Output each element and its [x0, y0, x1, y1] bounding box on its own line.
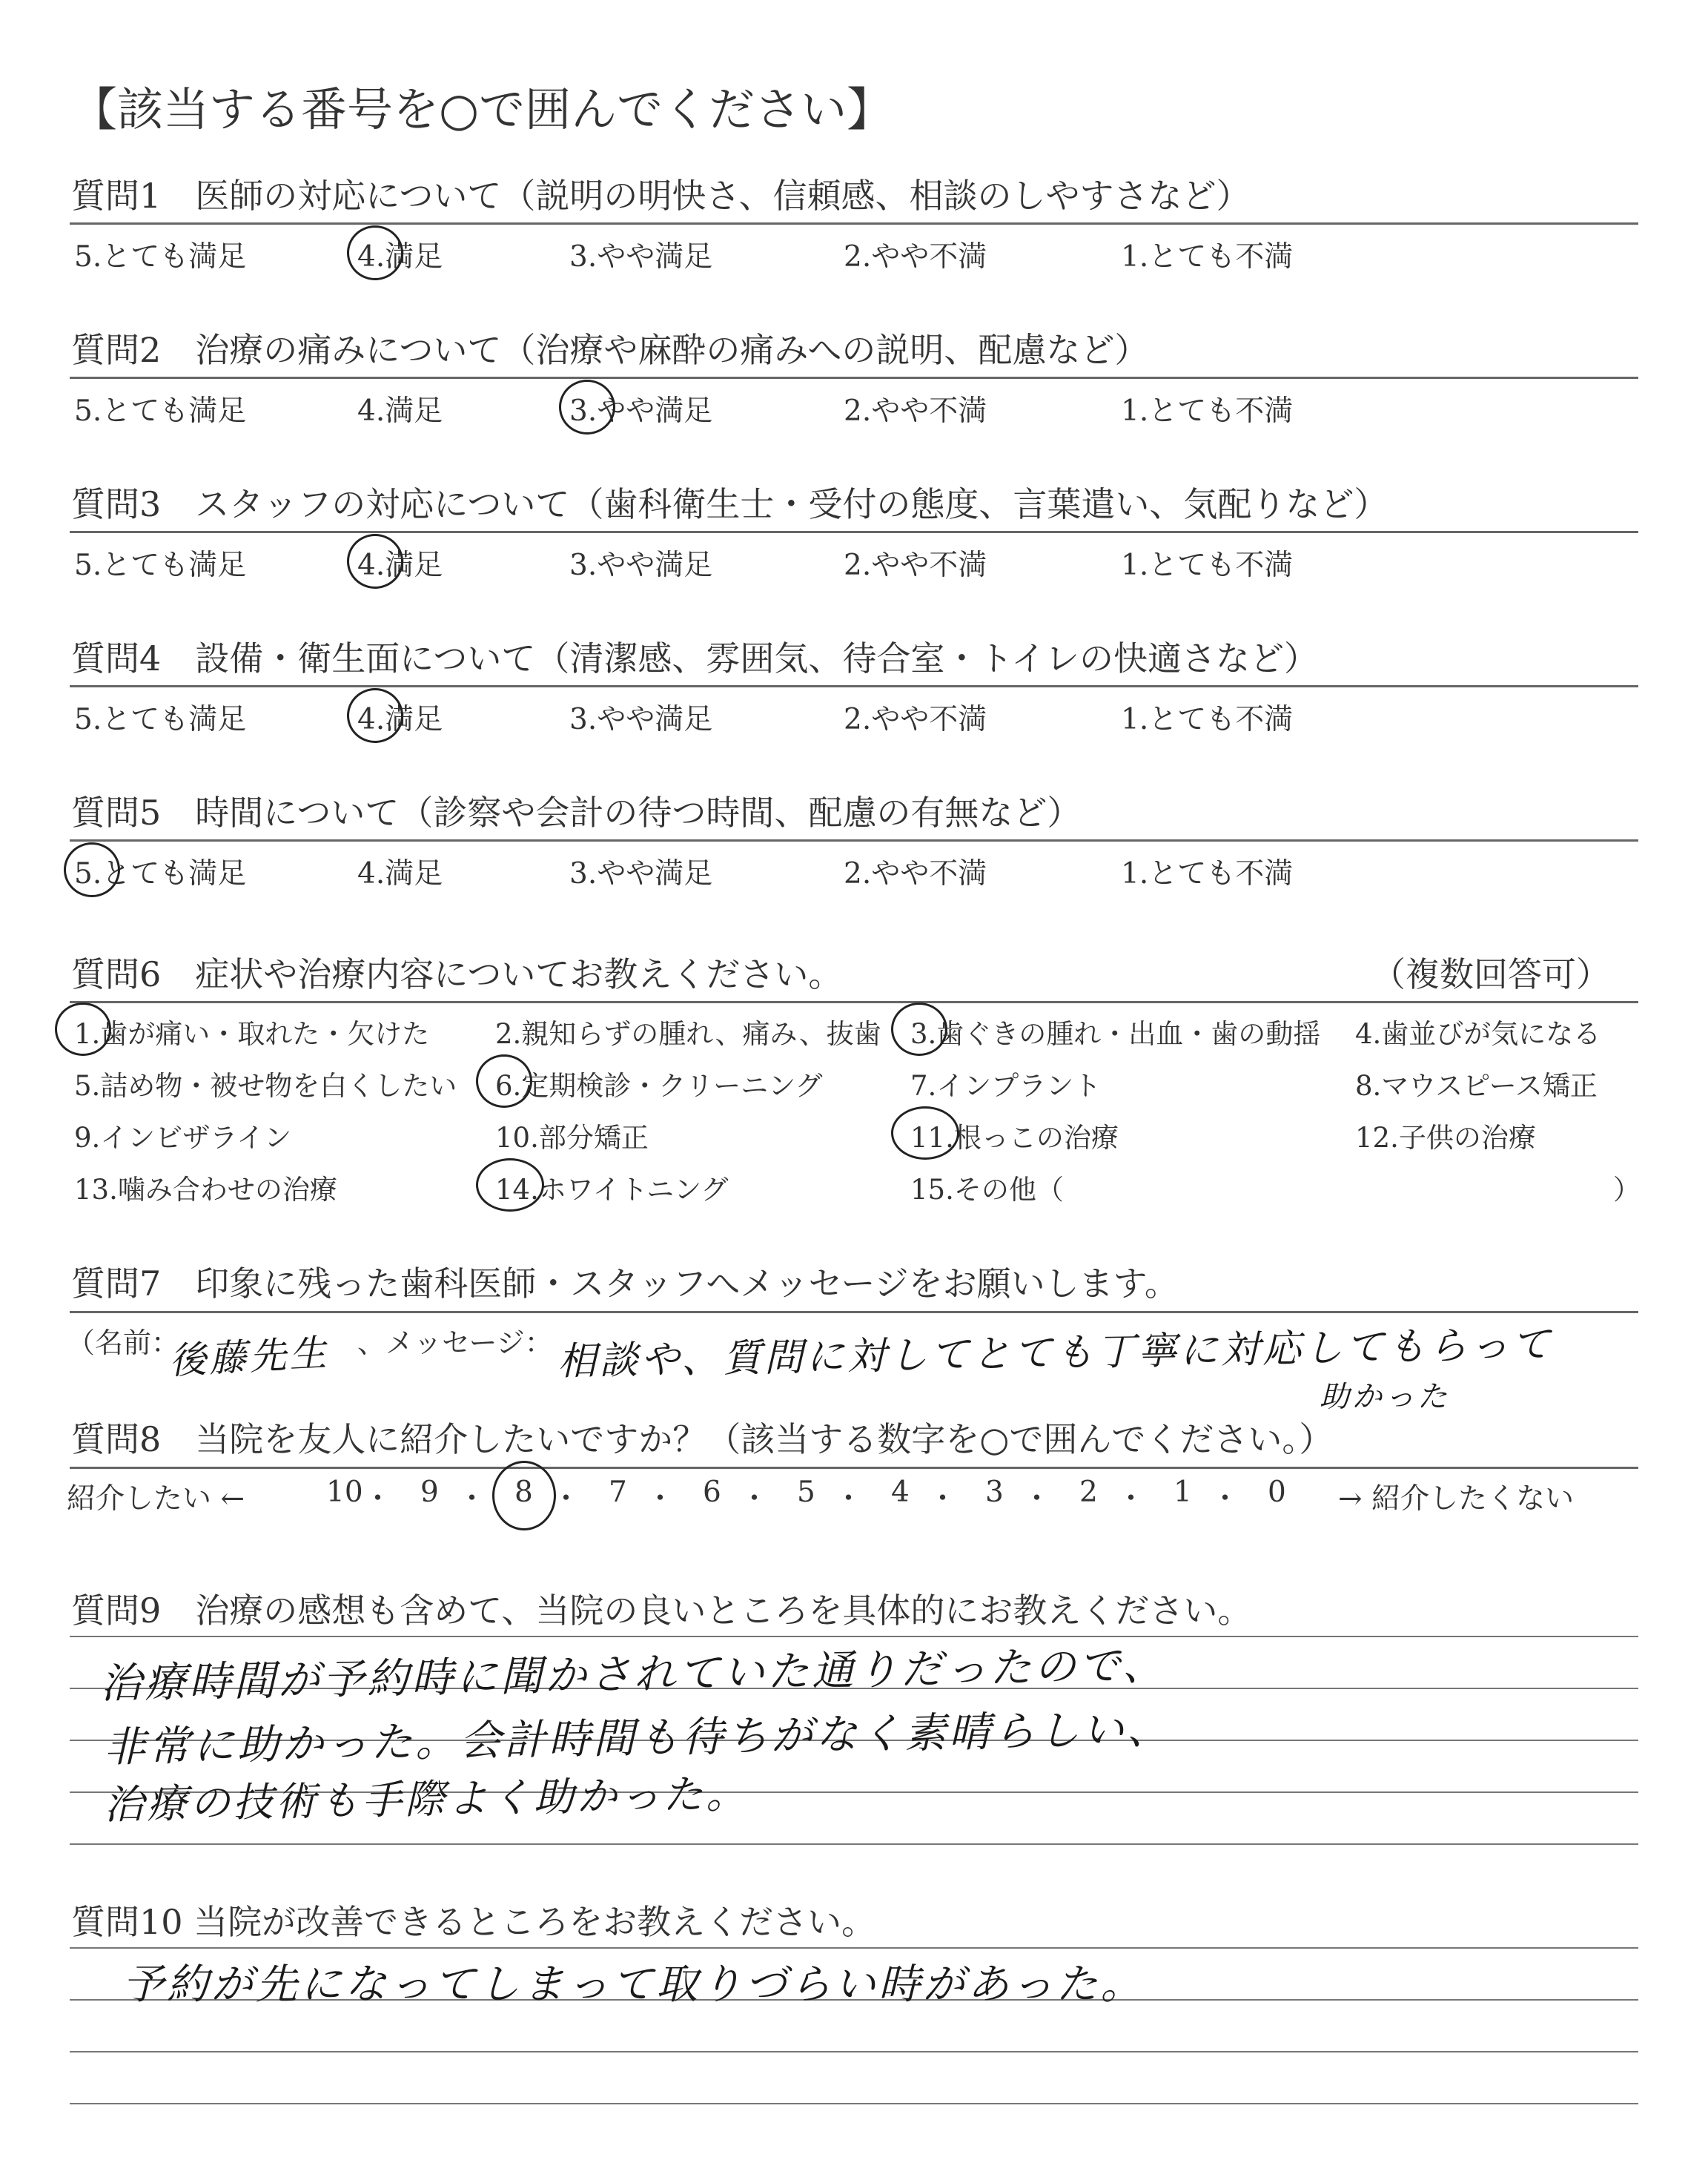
q8-scale-value: 0	[1268, 1476, 1286, 1509]
q8-separator: ・	[552, 1482, 581, 1516]
rating-option-5: 5.とても満足	[74, 703, 247, 736]
q8-scale-value: 6	[703, 1476, 721, 1509]
q6-option: 5.詰め物・被せ物を白くしたい	[74, 1070, 457, 1102]
q8-separator: ・	[457, 1482, 487, 1516]
q6-option: 7.インプラント	[910, 1070, 1102, 1102]
page-title: 【該当する番号を○で囲んでください】	[71, 82, 893, 136]
q8-separator: ・	[1022, 1482, 1052, 1516]
q10-line	[70, 2051, 1638, 2052]
selected-circle	[347, 225, 403, 280]
q8-scale-value: 1	[1174, 1476, 1192, 1509]
rating-option-3: 3.やや満足	[569, 549, 713, 582]
question-heading: 質問2 治療の痛みについて（治療や麻酔の痛みへの説明、配慮など）	[71, 330, 1149, 370]
q8-separator: ・	[363, 1482, 393, 1516]
q10-line	[70, 1947, 1638, 1949]
q6-rule	[70, 1001, 1638, 1003]
q6-option: 4.歯並びが気になる	[1355, 1018, 1601, 1050]
q8-separator: ・	[1211, 1482, 1240, 1516]
q8-separator: ・	[928, 1482, 958, 1516]
q6-option: 10.部分矯正	[495, 1122, 649, 1154]
selected-circle	[476, 1158, 544, 1212]
question-heading: 質問3 スタッフの対応について（歯科衛生士・受付の態度、言葉遣い、気配りなど）	[71, 484, 1388, 524]
rating-option-5: 5.とても満足	[74, 857, 247, 891]
question-rule	[70, 839, 1638, 842]
q6-option: 12.子供の治療	[1355, 1122, 1536, 1154]
rating-option-3: 3.やや満足	[569, 394, 713, 428]
rating-option-4: 4.満足	[357, 240, 443, 274]
rating-option-2: 2.やや不満	[844, 703, 987, 736]
rating-option-5: 5.とても満足	[74, 549, 247, 582]
q9-answer-line3: 治療の技術も手際よく助かった。	[103, 1770, 749, 1829]
question-rule	[70, 377, 1638, 379]
q9-heading: 質問9 治療の感想も含めて、当院の良いところを具体的にお教えください。	[71, 1591, 1252, 1631]
selected-circle	[55, 1003, 111, 1056]
q8-separator: ・	[646, 1482, 675, 1516]
question-heading: 質問4 設備・衛生面について（清潔感、雰囲気、待合室・トイレの快適さなど）	[71, 638, 1319, 678]
rating-option-3: 3.やや満足	[569, 703, 713, 736]
rating-option-2: 2.やや不満	[844, 857, 987, 891]
rating-option-1: 1.とても不満	[1121, 549, 1294, 582]
q8-scale-value: 5	[797, 1476, 815, 1509]
q6-note: （複数回答可）	[1371, 954, 1610, 994]
q7-message-line2: 助かった	[1320, 1380, 1450, 1414]
rating-option-4: 4.満足	[357, 549, 443, 582]
q6-option: 15.その他（	[910, 1174, 1064, 1206]
q8-scale-value: 8	[514, 1476, 533, 1509]
q9-line	[70, 1636, 1638, 1637]
q8-scale-value: 10	[326, 1476, 363, 1509]
question-rule	[70, 685, 1638, 687]
q8-separator: ・	[1116, 1482, 1146, 1516]
rating-option-1: 1.とても不満	[1121, 857, 1294, 891]
selected-circle	[64, 842, 120, 897]
rating-option-4: 4.満足	[357, 703, 443, 736]
question-heading: 質問5 時間について（診察や会計の待つ時間、配慮の有無など）	[71, 793, 1082, 833]
q8-right-label: → 紹介したくない	[1338, 1482, 1575, 1516]
q6-option: 2.親知らずの腫れ、痛み、抜歯	[495, 1018, 881, 1050]
q8-left-label: 紹介したい ←	[67, 1482, 245, 1516]
selected-circle	[891, 1106, 959, 1160]
question-rule	[70, 531, 1638, 533]
selected-circle	[492, 1461, 556, 1530]
rating-option-3: 3.やや満足	[569, 240, 713, 274]
q7-message-label: 、メッセージ：	[357, 1327, 553, 1359]
q8-scale-value: 3	[985, 1476, 1004, 1509]
rating-option-2: 2.やや不満	[844, 394, 987, 428]
q10-line	[70, 2103, 1638, 2104]
q8-rule	[70, 1467, 1638, 1469]
q6-option: 3.歯ぐきの腫れ・出血・歯の動揺	[910, 1018, 1321, 1050]
q7-name-value: 後藤先生	[168, 1331, 331, 1383]
rating-option-4: 4.満足	[357, 857, 443, 891]
selected-circle	[347, 534, 403, 589]
rating-option-5: 5.とても満足	[74, 240, 247, 274]
q7-heading: 質問7 印象に残った歯科医師・スタッフへメッセージをお願いします。	[71, 1264, 1179, 1304]
q6-option: 9.インビザライン	[74, 1122, 292, 1154]
question-heading: 質問1 医師の対応について（説明の明快さ、信頼感、相談のしやすさなど）	[71, 176, 1251, 216]
selected-circle	[891, 1003, 947, 1056]
rating-option-2: 2.やや不満	[844, 549, 987, 582]
q7-name-label: （名前：	[67, 1327, 180, 1359]
q10-heading: 質問10 当院が改善できるところをお教えください。	[71, 1902, 876, 1942]
q7-rule	[70, 1311, 1638, 1313]
selected-circle	[347, 688, 403, 743]
q10-answer-line1: 予約が先になってしまって取りづらい時があった。	[122, 1961, 1145, 2009]
q8-scale-value: 9	[420, 1476, 439, 1509]
q6-option: 8.マウスピース矯正	[1355, 1070, 1598, 1102]
q8-scale-value: 2	[1079, 1476, 1098, 1509]
rating-option-4: 4.満足	[357, 394, 443, 428]
selected-circle	[559, 380, 615, 435]
q8-heading: 質問8 当院を友人に紹介したいですか？（該当する数字を○で囲んでください。）	[71, 1419, 1334, 1459]
question-rule	[70, 222, 1638, 225]
q6-option: 1.歯が痛い・取れた・欠けた	[74, 1018, 430, 1050]
selected-circle	[476, 1054, 532, 1108]
q6-option: 6.定期検診・クリーニング	[495, 1070, 823, 1102]
q6-option: 11.根っこの治療	[910, 1122, 1119, 1154]
q6-option: 14.ホワイトニング	[495, 1174, 729, 1206]
q6-option: 13.噛み合わせの治療	[74, 1174, 337, 1206]
rating-option-3: 3.やや満足	[569, 857, 713, 891]
q8-separator: ・	[834, 1482, 864, 1516]
rating-option-5: 5.とても満足	[74, 394, 247, 428]
rating-option-2: 2.やや不満	[844, 240, 987, 274]
q6-heading: 質問6 症状や治療内容についてお教えください。	[71, 954, 843, 994]
rating-option-1: 1.とても不満	[1121, 240, 1294, 274]
q9-answer-line1: 治療時間が予約時に聞かされていた通りだったので、	[99, 1641, 1168, 1708]
rating-option-1: 1.とても不満	[1121, 703, 1294, 736]
rating-option-1: 1.とても不満	[1121, 394, 1294, 428]
q9-line	[70, 1843, 1638, 1845]
q8-separator: ・	[740, 1482, 769, 1516]
q8-scale-value: 7	[609, 1476, 627, 1509]
q9-answer-line2: 非常に助かった。会計時間も待ちがなく素晴らしい、	[103, 1705, 1172, 1772]
q7-message-line1: 相談や、質問に対してとても丁寧に対応してもらって	[557, 1322, 1554, 1384]
q6-option: ）	[1613, 1174, 1641, 1206]
q8-scale-value: 4	[891, 1476, 910, 1509]
